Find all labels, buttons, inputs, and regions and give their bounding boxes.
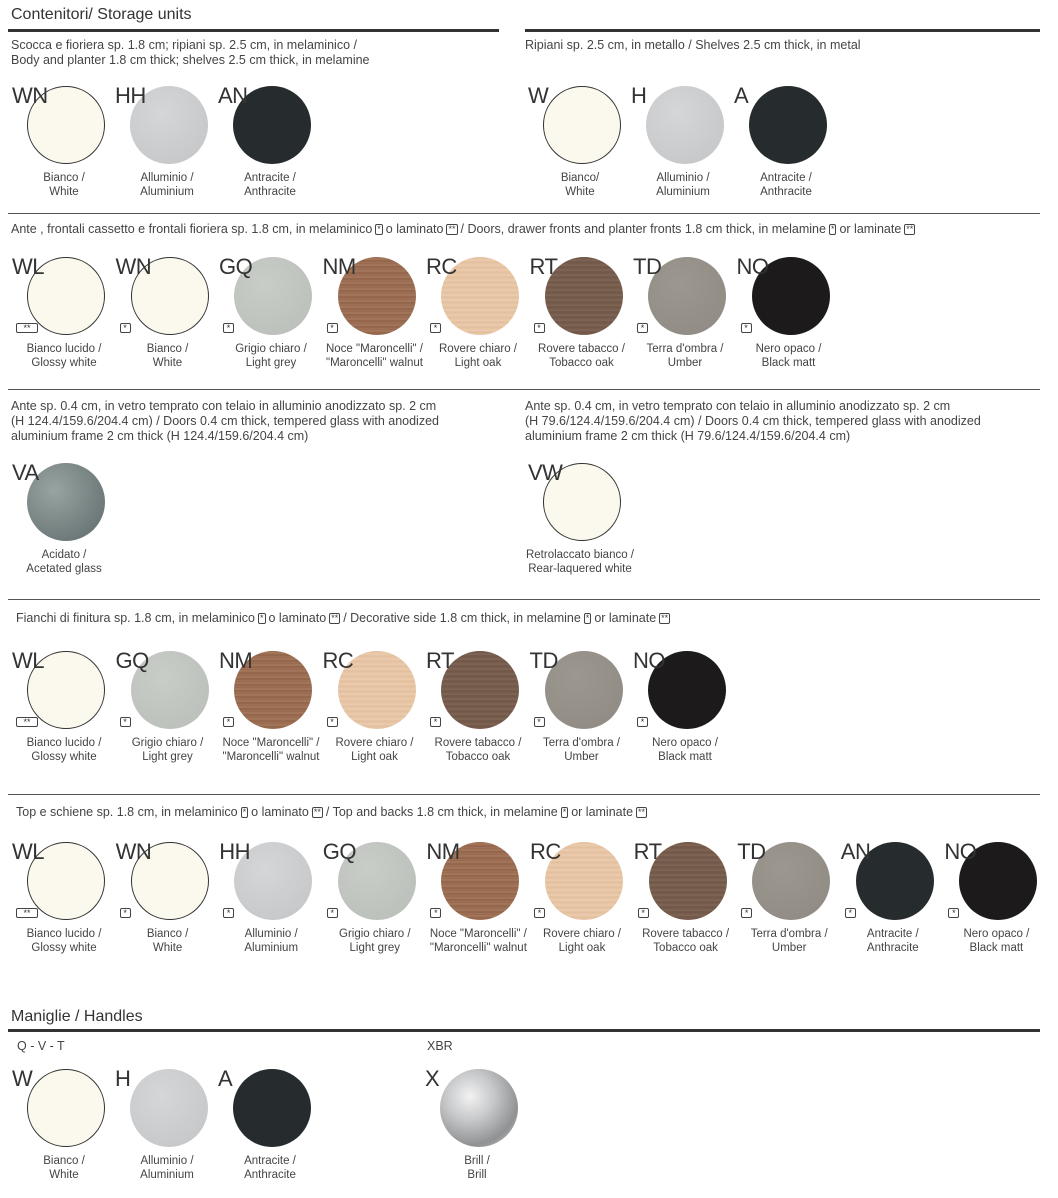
- glass-description-line: (H 124.4/159.6/204.4 cm) / Doors 0.4 cm thick, tempered glass with anodized: [11, 414, 439, 428]
- swatch-x: [425, 1066, 529, 1181]
- melamine-badge: *: [534, 323, 545, 333]
- finish-code: NM: [219, 648, 253, 673]
- swatch-no: [944, 839, 1048, 954]
- finish-name-line: Antracite /: [244, 172, 296, 184]
- finish-name-line: Brill: [467, 1168, 487, 1181]
- finish-code: RT: [426, 648, 454, 673]
- finish-name: [206, 1155, 334, 1182]
- finish-name-line: Light grey: [142, 750, 193, 763]
- finish-name-line: "Maroncelli" walnut: [222, 750, 320, 763]
- swatch-td: [737, 839, 841, 954]
- color-swatch-circle: [646, 86, 724, 164]
- finish-name-line: Tobacco oak: [549, 356, 614, 369]
- finish-name-line: Umber: [564, 750, 599, 763]
- finish-name-line: Bianco/: [560, 172, 600, 184]
- finish-name-line: "Maroncelli" walnut: [429, 941, 527, 954]
- swatch-rc: [426, 254, 530, 369]
- finish-name: [932, 928, 1058, 955]
- finish-code: HH: [219, 839, 250, 864]
- glass-description-line: Ante sp. 0.4 cm, in vetro temprato con telaio in alluminio anodizzato sp. 2 cm: [11, 399, 437, 413]
- melamine-badge: *: [377, 224, 381, 234]
- melamine-badge: *: [637, 323, 648, 333]
- swatch-rt: [529, 254, 634, 369]
- finish-name-line: Grigio chiaro /: [339, 928, 411, 940]
- finish-name-line: Aluminium: [140, 1168, 194, 1181]
- finish-name-line: Nero opaco /: [963, 928, 1030, 940]
- finish-code: GQ: [115, 648, 149, 673]
- melamine-badge: *: [562, 807, 567, 817]
- finish-code: RT: [529, 254, 558, 279]
- finish-code: TD: [529, 648, 558, 673]
- melamine-badge: *: [585, 613, 590, 623]
- swatch-va: [12, 460, 116, 575]
- finish-name-line: Alluminio /: [244, 928, 298, 940]
- finish-name-line: Bianco lucido /: [26, 343, 102, 355]
- finish-name-line: "Maroncelli" walnut: [325, 356, 423, 369]
- swatch-td: [633, 254, 737, 369]
- finish-name: [206, 172, 334, 199]
- finish-name-line: Aluminium: [656, 185, 710, 198]
- finish-name-line: Anthracite: [244, 1168, 296, 1181]
- sides-description-part: Fianchi di finitura sp. 1.8 cm, in melaminico: [16, 611, 255, 625]
- finish-name: [722, 172, 850, 199]
- melamine-badge: *: [830, 224, 835, 234]
- doors-description-part: Ante , frontali cassetto e frontali fioriera sp. 1.8 cm, in melaminico: [11, 222, 373, 236]
- melamine-badge: *: [242, 807, 247, 817]
- finish-name-line: Umber: [771, 941, 807, 954]
- sides-description: [16, 611, 673, 626]
- swatch-hh: [219, 839, 323, 954]
- finish-name-line: Alluminio /: [140, 1155, 194, 1167]
- finish-code: GQ: [322, 839, 357, 864]
- finish-name-line: Anthracite: [244, 185, 296, 198]
- finish-code: W: [528, 83, 549, 108]
- finish-name-line: Light oak: [351, 750, 398, 763]
- finish-name-line: Light grey: [349, 941, 401, 954]
- melamine-badge: *: [430, 908, 441, 918]
- finish-name-line: Noce "Maroncelli" /: [222, 737, 320, 749]
- melamine-badge: *: [948, 908, 959, 918]
- melamine-badge: *: [327, 717, 338, 727]
- laminate-badge: **: [16, 717, 38, 727]
- finish-name-line: Aluminium: [140, 185, 194, 198]
- swatch-w: [12, 1066, 116, 1181]
- finish-name-line: Antracite /: [244, 1155, 296, 1167]
- finish-code: VW: [528, 460, 563, 485]
- finish-code: GQ: [219, 254, 253, 279]
- finish-name-line: White: [49, 1168, 79, 1181]
- laminate-badge: **: [16, 908, 38, 918]
- section-rule: [525, 29, 1040, 32]
- glass-description-line: Ante sp. 0.4 cm, in vetro temprato con telaio in alluminio anodizzato sp. 2 cm: [525, 399, 951, 413]
- swatch-nm: [219, 648, 323, 763]
- swatch-gq: [322, 839, 427, 954]
- swatch-wl: [12, 839, 116, 954]
- finish-name-line: Acidato /: [41, 549, 87, 561]
- finish-name-line: Terra d'ombra /: [750, 928, 828, 940]
- finish-name-line: Rear-laquered white: [528, 562, 632, 575]
- sides-description-part: / Decorative side 1.8 cm thick, in melamine: [343, 611, 581, 625]
- tops-description-part: / Top and backs 1.8 cm thick, in melamine: [325, 805, 558, 819]
- finish-name-line: Anthracite: [760, 185, 812, 198]
- swatch-gq: [115, 648, 220, 763]
- laminate-badge: **: [16, 323, 38, 333]
- melamine-badge: *: [259, 613, 264, 623]
- finish-name-line: Bianco /: [43, 172, 85, 184]
- finish-code: NM: [322, 254, 356, 279]
- finish-code: A: [218, 1066, 233, 1091]
- melamine-badge: *: [120, 908, 131, 918]
- divider: [8, 794, 1040, 795]
- finish-name-line: White: [49, 185, 79, 198]
- body-description-line: Body and planter 1.8 cm thick; shelves 2.5 cm thick, in melamine: [11, 53, 370, 67]
- swatch-a: [218, 1066, 322, 1181]
- finish-code: WN: [115, 839, 152, 864]
- finish-code: WL: [12, 839, 44, 864]
- finish-code: H: [631, 83, 647, 108]
- finish-code: RC: [530, 839, 561, 864]
- finish-code: HH: [115, 83, 146, 108]
- finish-code: NO: [633, 648, 665, 673]
- finish-name-line: Acetated glass: [26, 562, 102, 575]
- swatch-h: [115, 1066, 219, 1181]
- melamine-badge: *: [741, 908, 752, 918]
- finish-name-line: Bianco /: [146, 928, 189, 940]
- swatch-no: [633, 648, 737, 763]
- swatch-an: [218, 83, 322, 198]
- finish-name-line: Black matt: [969, 941, 1024, 954]
- melamine-badge: *: [120, 323, 131, 333]
- swatch-td: [529, 648, 634, 763]
- finish-name-line: Light oak: [454, 356, 502, 369]
- divider: [8, 213, 1040, 214]
- swatch-rc: [322, 648, 427, 763]
- laminate-badge: **: [331, 613, 339, 623]
- melamine-badge: *: [327, 323, 338, 333]
- glass-description-right: [525, 399, 981, 444]
- finish-code: WL: [12, 648, 44, 673]
- swatch-an: [840, 839, 945, 954]
- finish-code: W: [12, 1066, 33, 1091]
- finish-code: WL: [12, 254, 44, 279]
- sides-description-part: o laminato: [268, 611, 327, 625]
- finish-name-line: Grigio chiaro /: [235, 343, 307, 355]
- finish-name-line: White: [152, 356, 183, 369]
- color-swatch-circle: [543, 86, 621, 164]
- finish-name-line: Glossy white: [31, 941, 97, 954]
- finish-code: TD: [737, 839, 766, 864]
- finish-code: NO: [736, 254, 769, 279]
- swatch-w: [528, 83, 632, 198]
- melamine-badge: *: [638, 908, 649, 918]
- swatch-rt: [426, 648, 530, 763]
- finish-name-line: Brill /: [464, 1155, 490, 1167]
- laminate-badge: **: [638, 807, 646, 817]
- finish-name-line: Antracite /: [866, 928, 919, 940]
- finish-name-line: Noce "Maroncelli" /: [429, 928, 527, 940]
- divider: [8, 599, 1040, 600]
- finish-code: AN: [218, 83, 248, 108]
- swatch-wn: [115, 839, 220, 954]
- finish-name-line: Bianco /: [146, 343, 189, 355]
- finish-name-line: Antracite /: [760, 172, 812, 184]
- divider: [8, 389, 1040, 390]
- finish-name-line: Rovere chiaro /: [543, 928, 621, 940]
- finish-name-line: Light oak: [558, 941, 606, 954]
- swatch-wl: [12, 254, 116, 369]
- finish-name: [516, 549, 644, 576]
- laminate-badge: **: [661, 613, 669, 623]
- finish-name-line: Retrolaccato bianco /: [525, 549, 635, 561]
- finish-name-line: Tobacco oak: [445, 750, 511, 763]
- shelves-description-line: Ripiani sp. 2.5 cm, in metallo / Shelves 2.5 cm thick, in metal: [525, 38, 861, 52]
- tops-description-part: o laminato: [251, 805, 309, 819]
- finish-name-line: White: [565, 185, 595, 198]
- melamine-badge: *: [534, 717, 545, 727]
- finish-name-line: Black matt: [761, 356, 816, 369]
- finish-name-line: Light grey: [245, 356, 297, 369]
- swatch-wn: [115, 254, 220, 369]
- glass-description-line: (H 79.6/124.4/159.6/204.4 cm) / Doors 0.4 cm thick, tempered glass with anodized: [525, 414, 981, 428]
- tops-description: [16, 805, 650, 820]
- finish-name: [413, 1155, 541, 1182]
- melamine-badge: *: [845, 908, 856, 918]
- finish-name-line: Bianco lucido /: [26, 928, 102, 940]
- melamine-badge: *: [430, 717, 441, 727]
- tops-description-part: Top e schiene sp. 1.8 cm, in melaminico: [16, 805, 238, 819]
- melamine-badge: *: [223, 717, 234, 727]
- finish-name-line: Tobacco oak: [653, 941, 718, 954]
- finish-name-line: Nero opaco /: [755, 343, 822, 355]
- melamine-badge: *: [637, 717, 648, 727]
- melamine-badge: *: [430, 323, 441, 333]
- finish-name-line: Aluminium: [244, 941, 299, 954]
- swatch-no: [736, 254, 841, 369]
- finish-code: RC: [426, 254, 457, 279]
- laminate-badge: **: [313, 807, 321, 817]
- shelves-description: [525, 38, 861, 53]
- swatch-nm: [322, 254, 427, 369]
- finish-code: NM: [426, 839, 460, 864]
- melamine-badge: *: [223, 323, 234, 333]
- finish-name: [725, 343, 853, 370]
- swatch-a: [734, 83, 838, 198]
- finish-name-line: Noce "Maroncelli" /: [325, 343, 423, 355]
- finish-name-line: Alluminio /: [656, 172, 710, 184]
- finish-name-line: Bianco /: [43, 1155, 85, 1167]
- finish-name: [0, 549, 128, 576]
- finish-code: WN: [115, 254, 152, 279]
- color-swatch-circle: [233, 1069, 311, 1147]
- section-title-storage: Contenitori/ Storage units: [11, 6, 192, 23]
- swatch-gq: [219, 254, 323, 369]
- handles-xbr-label: XBR: [427, 1039, 453, 1053]
- finish-code: RT: [633, 839, 662, 864]
- finish-code: VA: [12, 460, 39, 485]
- melamine-badge: *: [327, 908, 338, 918]
- finish-name-line: Glossy white: [31, 750, 97, 763]
- finish-name-line: Rovere chiaro /: [439, 343, 517, 355]
- finish-code: A: [734, 83, 749, 108]
- color-swatch-circle: [130, 1069, 208, 1147]
- finish-code: RC: [322, 648, 354, 673]
- finish-name-line: Rovere tabacco /: [434, 737, 522, 749]
- color-swatch-circle: [749, 86, 827, 164]
- finish-code: AN: [840, 839, 871, 864]
- doors-description-part: or laminate: [839, 222, 902, 236]
- swatch-rt: [633, 839, 738, 954]
- doors-description: [11, 222, 918, 237]
- finish-name-line: Glossy white: [31, 356, 97, 369]
- body-description-line: Scocca e fioriera sp. 1.8 cm; ripiani sp. 2.5 cm, in melaminico /: [11, 38, 357, 52]
- melamine-badge: *: [120, 717, 131, 727]
- melamine-badge: *: [741, 323, 752, 333]
- swatch-h: [631, 83, 735, 198]
- glass-description-left: [11, 399, 439, 444]
- sides-description-part: or laminate: [594, 611, 657, 625]
- finish-code: NO: [944, 839, 977, 864]
- melamine-badge: *: [534, 908, 545, 918]
- section-title-handles: Maniglie / Handles: [11, 1008, 143, 1025]
- melamine-badge: *: [223, 908, 234, 918]
- finish-name-line: Nero opaco /: [652, 737, 718, 749]
- finish-code: X: [425, 1066, 440, 1091]
- glass-description-line: aluminium frame 2 cm thick (H 124.4/159.6/204.4 cm): [11, 429, 309, 443]
- finish-code: TD: [633, 254, 662, 279]
- finish-name-line: Terra d'ombra /: [543, 737, 620, 749]
- swatch-vw: [525, 460, 635, 575]
- finish-code: WN: [12, 83, 48, 108]
- finish-name-line: Rovere tabacco /: [642, 928, 730, 940]
- section-rule: [8, 1029, 1040, 1032]
- laminate-badge: **: [906, 224, 914, 234]
- section-rule: [8, 29, 499, 32]
- swatch-nm: [426, 839, 530, 954]
- handles-qvt-label: Q - V - T: [17, 1039, 65, 1053]
- finish-name-line: Terra d'ombra /: [646, 343, 724, 355]
- doors-description-part: / Doors, drawer fronts and planter fronts 1.8 cm thick, in melamine: [460, 222, 826, 236]
- finish-name-line: White: [152, 941, 183, 954]
- finish-name-line: Anthracite: [866, 941, 919, 954]
- tops-description-part: or laminate: [571, 805, 634, 819]
- finish-name-line: Rovere tabacco /: [538, 343, 625, 355]
- swatch-wn: [12, 83, 116, 198]
- swatch-hh: [115, 83, 219, 198]
- finish-name-line: Alluminio /: [140, 172, 194, 184]
- color-swatch-circle: [27, 1069, 105, 1147]
- finish-name-line: Black matt: [658, 750, 712, 763]
- finish-name-line: Bianco lucido /: [26, 737, 102, 749]
- finish-name: [621, 737, 749, 764]
- color-swatch-circle: [440, 1069, 518, 1147]
- finish-name-line: Rovere chiaro /: [335, 737, 414, 749]
- body-description: [11, 38, 370, 68]
- swatch-rc: [530, 839, 634, 954]
- laminate-badge: **: [448, 224, 456, 234]
- swatch-wl: [12, 648, 116, 763]
- doors-description-part: o laminato: [385, 222, 444, 236]
- finish-name-line: Grigio chiaro /: [131, 737, 204, 749]
- glass-description-line: aluminium frame 2 cm thick (H 79.6/124.4/159.6/204.4 cm): [525, 429, 851, 443]
- finish-code: H: [115, 1066, 131, 1091]
- finish-name-line: Umber: [667, 356, 703, 369]
